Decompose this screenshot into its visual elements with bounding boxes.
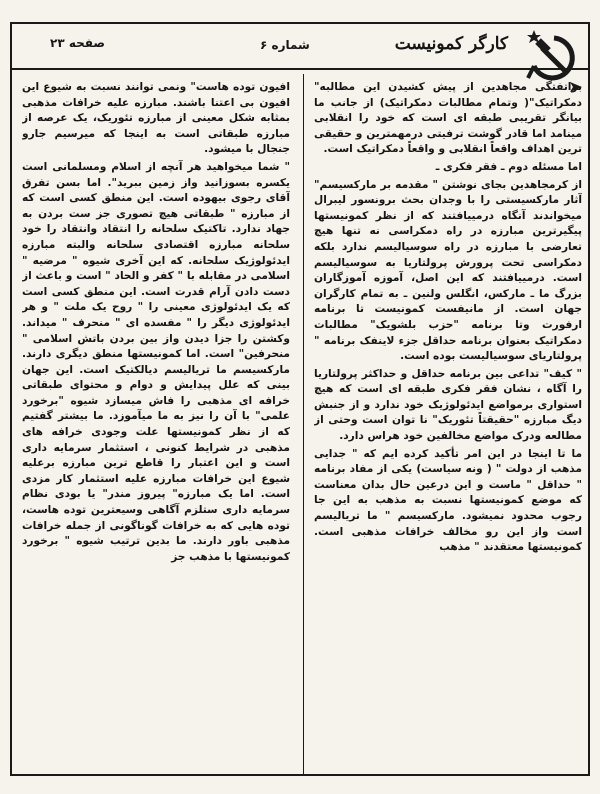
- hammer-sickle-star-icon: [520, 26, 580, 86]
- article-column-right: [314, 80, 582, 770]
- paragraph: " شما میخواهید هر آنچه از اسلام ومسلمانی است یکسره بسوزانید واز زمین ببرید". اما بسن تفرق آقای رجوی بیهوده است. این منطق کسی است که از مبارزه " طبقاتی هیچ تصوری جز ست بردن به جهاد ندارد. تاکتیک سلحانه را انتقاد وانتقاد را خود سلحانه مبارزه اقتصادی سلحانه والبته مبارزه ایدئولوژیک سلحانه. که این آخری شیوه " مرضیه " اسلامی در مقابله با " کفر و الحاد " است و باعث از دست دادن آرام قدرت است. این منطق کسی است که یک ایدئولوژی معینی را " روح یک ملت " و هر ایدئولوژی دیگر را " مفسده ای " منحرف " میداند. وکشتن را جزا دیدن واز بین بردن باتش اسلامی " منحرفین" است. اما کمونیستها منطق دیگری دارند. مارکسیسم ما تریالیسم دیالکتیک است. این جهان بینی که علل پیدایش و دوام و محتوای طبقاتی خرافه ای مذهبی را فاش میسازد شیوه "برخورد علمی" با آن را نیز به ما میآموزد. ما بیشتر گفتیم که از نظر کمونیستها علت وجودی خرافه های مذهبی در شرایط کنونی ، استثمار سرمایه داری است و این اعتبار را قاطع ترین مبارزه برعلیه شیوع این خرافات مبارزه علیه استثمار کار مزدی است. اما یک مبارزه" پیروز مندر" یا بودی نظام سرمایه داری ستلزم آگاهی وسیعترین توده هاست، توده هایی که به خرافات گوناگونی از جمله خرافات مذهبی باور دارند. ما بدین ترتیب شیوه " برخورد کمونیستها با مذهب جز: [22, 160, 290, 563]
- paragraph: " کیف" تداعی بین برنامه حداقل و حداکثر پرولتاریا را آگاه ، نشان فقر فکری طبقه ای است که هیچ استواری برمواضع ایدئولوژیک خود ندارد و از جنبش دیگ مبارزه "حقیقتاً تئوریک" نا توان است وحتی از مطالعه ودرک مواضع مخالفین خود هراس دارد.: [314, 367, 582, 443]
- paragraph: براتفتگی مجاهدین از پیش کشیدن این مطالبه" دمکراتیک"( وتمام مطالبات دمکراتیک) از جانب ما بیانگر تقریبی طبقه ای است که خود را انقلابی مینامد اما قادر گوشت ترفیتی درمهمترین و حقیقی ترین اهداف واقعاً انقلابی و واقعاً دمکراتیک است.: [314, 81, 582, 156]
- paragraph: از کرمجاهدین بجای نوشتن " مقدمه بر مارکسیسم" آثار مارکسیستی را با وجدان بحث برونسور لیبرال میخواندند آنگاه درمییافتند که از نظر کمونیستها پیگیرترین مبارزه در راه دمکراسی نه تنها هیچ تعارضی با مبارزه در راه سوسیالیسم ندارد بلکه دمکراسی تحت پرورش پرولتاریا به سوسیالیسم است. درمییافتند که این اصل، آموزه آموزگاران بزرگ ما ـ مارکس، انگلس ولنین ـ به تمام کارگران جهان است. از مانیفست کمونیست تا برنامه ارفورت وتا برنامه "حزب بلشویک" مطالبات دمکراتیک بعنوان برنامه حداقل جزء لاینفک برنامه " پرولتاریای سوسیالیست بوده است.: [314, 178, 582, 363]
- column-divider: [303, 74, 304, 774]
- page-number: صفحه ۲۳: [50, 36, 105, 50]
- issue-number: شماره ۶: [260, 38, 310, 52]
- masthead-title: کارگر کمونیست: [394, 34, 508, 54]
- article-column-left: [22, 80, 290, 770]
- paragraph: افیون توده هاست" ونمی توانند نسبت به شیوع این افیون بی اعتنا باشند. مبارزه علیه خرافات مذهبی بمثابه شکل معینی از مبارزه تئوریک، یک عرصه از مبارزه طبقاتی است به اینجا که میرسیم جارو جنجال با میشود.: [22, 81, 290, 156]
- paragraph: اما مسئله دوم ـ فقر فکری ـ: [435, 160, 582, 173]
- page-header: [10, 22, 590, 70]
- paragraph: ما تا اینجا در این امر تأکید کرده ایم که " جدایی مذهب از دولت " ( ونه سیاست) یکی از مفاد برنامه " حداقل " ماست و این درعین حال بدان معناست که موضع کمونیستها نسبت به مذهب به این جا رجوب محدود نمیشود. مارکسیسم " ما تریالیسم است واز این رو مخالف خرافات مذهبی است. کمونیستها معتقدند " مذهب: [314, 447, 582, 554]
